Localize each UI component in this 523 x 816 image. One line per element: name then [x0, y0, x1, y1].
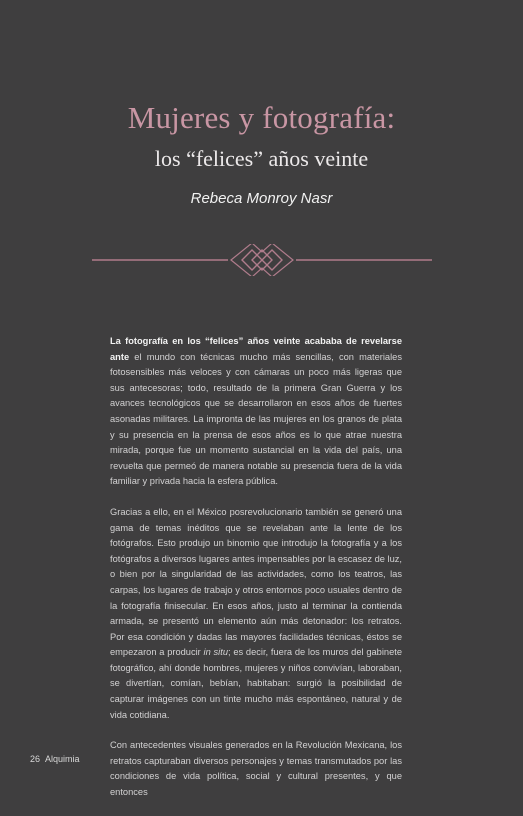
page-number: 26: [30, 754, 41, 764]
paragraph-2: [110, 505, 402, 723]
article-title: Mujeres y fotografía:: [127, 100, 396, 135]
italic-term: in situ: [203, 647, 229, 658]
publication-name: Alquimia: [45, 754, 80, 764]
paragraph-1-text: el mundo con técnicas mucho más sencillas, con materiales fotosensibles más veloces y con cámaras un poco más ligeras que sus antecesoras; todo, resultado de la primera Gran Guerra y los avances tecnológicos que se desarrollaron en esos años de fuertes asonadas militares. La impronta de las mujeres en los granos de plata y su presencia en la prensa de esos años es lo que atrae nuestra mirada, porque fue un momento sustancial en la vida del país, una revuelta que permeó de manera notable su presencia fuera de la vida familiar y privada hacia la esfera pública.: [110, 351, 402, 487]
interlaced-diamonds-ornament-icon: [92, 244, 432, 276]
article-body: [110, 334, 402, 816]
article-author: Rebeca Monroy Nasr: [190, 190, 333, 207]
page-footer: [30, 754, 85, 764]
paragraph-2-text-b: ; es decir, fuera de los muros del gabinete fotográfico, ahí donde hombres, mujeres y niños convivían, laboraban, se divertían, comían, bebían, habitaban: surgió la posibilidad de capturar imágenes con un tinte mucho más espontáneo, natural y de vida cotidiana.: [110, 647, 402, 720]
paragraph-3: Con antecedentes visuales generados en la Revolución Mexicana, los retratos capturaban diversos personajes y temas transmutados por las condiciones de vida política, social y cultural presentes, y que entonces: [110, 740, 402, 798]
article-subtitle: los “felices” años veinte: [154, 146, 369, 171]
lead-in: La fotografía en los “felices” años veinte acababa de revelarse ante: [110, 336, 402, 362]
paragraph-1: [110, 334, 402, 490]
paragraph-2-text-a: Gracias a ello, en el México posrevolucionario también se generó una gama de temas inéditos que se revelaban ante la lente de los fotógrafos. Esto produjo un binomio que introdujo la fotografía y a los fotógrafos a diversos lugares antes impensables por la escasez de luz, o bien por la singularidad de las actividades, como los teatros, las carpas, los lugares de trabajo y otros entornos poco usuales dentro de la fotografía finisecular. En esos años, justo al terminar la contienda armada, se presentó un elemento aún más detonador: los retratos. Por esa condición y dadas las mayores facilidades técnicas, éstos se empezaron a producir: [110, 506, 402, 658]
